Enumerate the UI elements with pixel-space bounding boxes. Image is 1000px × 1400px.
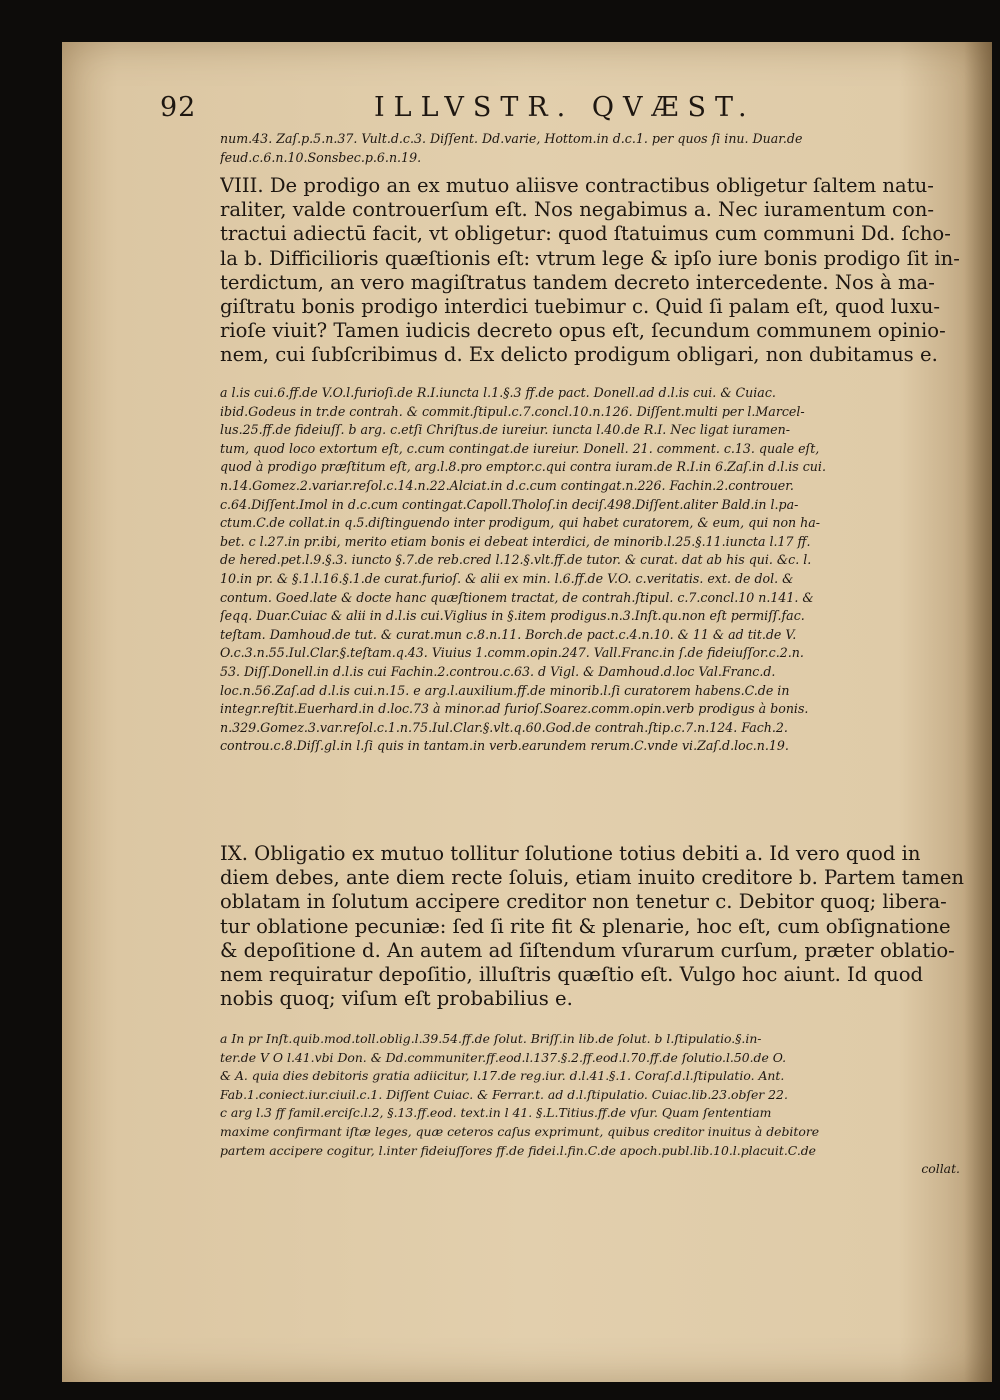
note-line: lus.25.ff.de fideiuſſ. b arg. c.etſi Chriſtus.de iureiur. iuncta l.40.de R.I. Nec ligat iuramen- — [220, 422, 790, 438]
text-line: nem, cui ſubſcribimus d. Ex delicto prodigum obligari, non dubitamus e. — [220, 343, 938, 367]
note-line: c arg l.3 ff famil.erciſc.l.2, §.13.ff.eod. text.in l 41. §.L.Titius.ff.de vſur. Quam ſententiam — [220, 1105, 772, 1121]
text-line: oblatam in ſolutum accipere creditor non tenetur c. Debitor quoq; libera- — [220, 890, 947, 914]
note-line: integr.reſtit.Euerhard.in d.loc.73 à minor.ad furioſ.Soarez.comm.opin.verb prodigus à bonis. — [220, 701, 809, 717]
section-viii — [220, 174, 980, 368]
text-line: & depoſitione d. An autem ad ſiſtendum vſurarum curſum, præter oblatio- — [220, 938, 955, 962]
text-line: rioſe viuit? Tamen iudicis decreto opus eſt, ſecundum communem opinio- — [220, 319, 946, 343]
text-line: tur oblatione pecuniæ: ſed ſi rite fit & plenarie, hoc eſt, cum obſignatione — [220, 914, 951, 938]
note-line: Fab.1.coniect.iur.ciuil.c.1. Diſſent Cuiac. & Ferrar.t. ad d.l.ſtipulatio. Cuiac.lib.23.obſer 22. — [220, 1086, 788, 1102]
page-header — [160, 92, 980, 130]
note-line: O.c.3.n.55.Iul.Clar.§.teſtam.q.43. Viuius 1.comm.opin.247. Vall.Franc.in ſ.de fideiuſſor.c.2.n. — [220, 645, 804, 661]
note-line: a In pr Inſt.quib.mod.toll.oblig.l.39.54.ff.de ſolut. Briſſ.in lib.de ſolut. b l.ſtipulatio.§.in- — [220, 1031, 762, 1046]
note-line: 10.in pr. & §.1.l.16.§.1.de curat.furioſ. & alii ex min. l.6.ff.de V.O. c.veritatis. ext. de dol. & — [220, 570, 794, 586]
note-line: num.43. Zaſ.p.5.n.37. Vult.d.c.3. Diſſent. Dd.varie, Hottom.in d.c.1. per quos ſi inu. Duar.de — [220, 131, 803, 146]
note-line: n.329.Gomez.3.var.reſol.c.1.n.75.Iul.Clar.§.vlt.q.60.God.de contrah.ſtip.c.7.n.124. Fach.2. — [220, 719, 788, 735]
note-line: quod à prodigo præſtitum eſt, arg.l.8.pro emptor.c.qui contra iuram.de R.I.in 6.Zaſ.in d.l.is cui. — [220, 459, 826, 475]
note-line: collat. — [921, 1161, 960, 1177]
note-line: loc.n.56.Zaſ.ad d.l.is cui.n.15. e arg.l.auxilium.ff.de minorib.l.ſi curatorem habens.C.de in — [220, 682, 790, 698]
text-line: raliter, valde controuerſum eſt. Nos negabimus a. Nec iuramentum con- — [220, 198, 935, 222]
text-line: nem requiratur depoſitio, illuſtris quæſtio eſt. Vulgo hoc aiunt. Id quod — [220, 963, 924, 987]
text-line: giſtratu bonis prodigo interdici tuebimur c. Quid ſi palam eſt, quod luxu- — [220, 295, 940, 319]
note-line: partem accipere cogitur, l.inter fideiuſſores ff.de fidei.l.fin.C.de apoch.publ.lib.10.l.placuit.C.de — [220, 1142, 817, 1158]
text-line: VIII. De prodigo an ex mutuo aliisve contractibus obligetur ſaltem natu- — [220, 174, 934, 197]
note-line: & A. quia dies debitoris gratia adiicitur, l.17.de reg.iur. d.l.41.§.1. Coraſ.d.l.ſtipulatio. Ant. — [220, 1068, 785, 1084]
note-line: de hered.pet.l.9.§.3. iuncto §.7.de reb.cred l.12.§.vlt.ff.de tutor. & curat. dat ab his qui. &c. l. — [220, 552, 812, 568]
running-head: ILLVSTR. QVÆST. — [374, 92, 756, 123]
top-notes — [220, 130, 980, 167]
note-line: n.14.Gomez.2.variar.reſol.c.14.n.22.Alciat.in d.c.cum contingat.n.226. Fachin.2.controuer. — [220, 477, 794, 493]
note-line: teſtam. Damhoud.de tut. & curat.mun c.8.n.11. Borch.de pact.c.4.n.10. & 11 & ad tit.de V. — [220, 626, 797, 642]
note-line: 53. Diſſ.Donell.in d.l.is cui Fachin.2.controu.c.63. d Vigl. & Damhoud.d.loc Val.Franc.d. — [220, 663, 776, 679]
section-ix — [220, 842, 980, 1011]
text-line: IX. Obligatio ex mutuo tollitur ſolutione totius debiti a. Id vero quod in — [220, 842, 921, 865]
notes-ix — [220, 1030, 980, 1179]
text-line: nobis quoq; viſum eſt probabilius e. — [220, 987, 573, 1011]
note-line: ibid.Godeus in tr.de contrah. & commit.ſtipul.c.7.concl.10.n.126. Diſſent.multi per l.Marcel- — [220, 403, 805, 419]
note-line: ſeqq. Duar.Cuiac & alii in d.l.is cui.Viglius in §.item prodigus.n.3.Inſt.qu.non eſt permiſſ.fac. — [220, 608, 805, 624]
note-line: contum. Goed.late & docte hanc quæſtionem tractat, de contrah.ſtipul. c.7.concl.10 n.141. & — [220, 589, 814, 605]
note-line: controu.c.8.Diſſ.gl.in l.ſi quis in tantam.in verb.earundem rerum.C.vnde vi.Zaſ.d.loc.n.19. — [220, 738, 789, 754]
note-line: a l.is cui.6.ff.de V.O.l.furioſi.de R.I.iuncta l.1.§.3 ff.de pact. Donell.ad d.l.is cui. & Cuiac. — [220, 385, 776, 400]
text-line: terdictum, an vero magiſtratus tandem decreto intercedente. Nos à ma- — [220, 270, 935, 294]
note-line: bet. c l.27.in pr.ibi, merito etiam bonis ei debeat interdici, de minorib.l.25.§.11.iuncta l.17 ff. — [220, 533, 811, 549]
note-line: tum, quod loco extortum eſt, c.cum contingat.de iureiur. Donell. 21. comment. c.13. quale eſt, — [220, 440, 820, 456]
text-line: diem debes, ante diem recte ſoluis, etiam inuito creditore b. Partem tamen — [220, 866, 965, 890]
note-line: feud.c.6.n.10.Sonsbec.p.6.n.19. — [220, 149, 422, 165]
text-line: tractui adiectū facit, vt obligetur: quod ſtatuimus cum communi Dd. ſcho- — [220, 222, 951, 246]
note-line: ter.de V O l.41.vbi Don. & Dd.communiter.ff.eod.l.137.§.2.ff.eod.l.70.ff.de ſolutio.l.50.de O. — [220, 1049, 787, 1065]
note-line: maxime confirmant iſtæ leges, quæ ceteros caſus exprimunt, quibus creditor inuitus à debitore — [220, 1123, 820, 1139]
note-line: c.64.Diſſent.Imol in d.c.cum contingat.Capoll.Tholoſ.in deciſ.498.Diſſent.aliter Bald.in l.pa- — [220, 496, 799, 512]
notes-viii — [220, 384, 980, 756]
text-line: la b. Difficilioris quæſtionis eſt: vtrum lege & ipſo iure bonis prodigo ſit in- — [220, 246, 960, 270]
note-line: ctum.C.de collat.in q.5.diſtinguendo inter prodigum, qui habet curatorem, & eum, qui non ha- — [220, 515, 821, 531]
page-number: 92 — [160, 92, 197, 123]
